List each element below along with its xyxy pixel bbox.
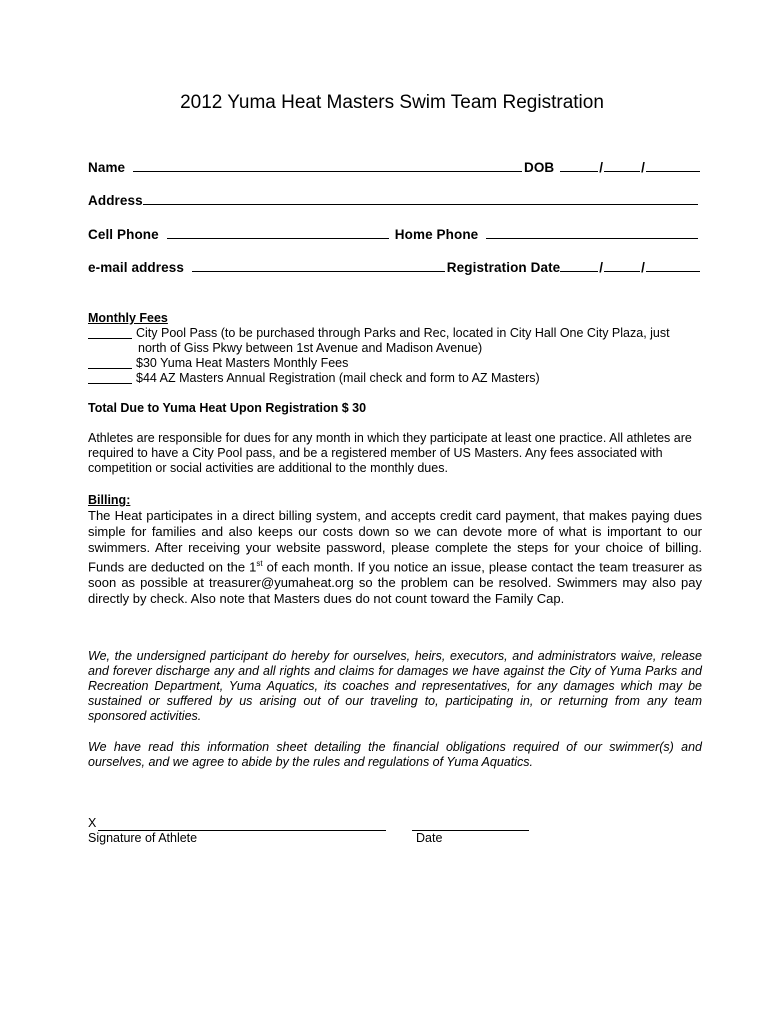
email-label: e-mail address <box>88 260 184 275</box>
name-field[interactable] <box>133 160 522 172</box>
address-label: Address <box>88 193 143 208</box>
home-phone-label: Home Phone <box>394 227 479 242</box>
dob-separator: / <box>641 160 645 175</box>
billing-text: of each month. If you notice an issue, please contact the team treasurer as soon as possible at treasurer@yumaheat.org so the problem can be resolved. Swimmers may also pay directly by check. Also note that Masters dues do not count toward the Family Cap. <box>88 559 702 607</box>
monthly-fees-heading: Monthly Fees <box>88 311 168 325</box>
agreement-paragraph: We have read this information sheet detailing the financial obligations required of our swimmer(s) and ourselves, and we agree to abide by the rules and regulations of Yuma Aquatics. <box>88 740 702 769</box>
athletes-paragraph: Athletes are responsible for dues for any month in which they participate at least one practice. All athletes are required to have a City Pool pass, and be a registered member of US Masters. Any fees associated with competition or social activities are additional to the monthly dues. <box>88 431 692 475</box>
email-regdate-row <box>88 260 700 275</box>
reg-date-separator: / <box>599 260 604 275</box>
fee-checkbox-blank[interactable] <box>88 356 132 369</box>
cell-phone-label: Cell Phone <box>88 227 159 242</box>
billing-paragraph <box>88 508 702 607</box>
dob-month-field[interactable] <box>560 160 598 172</box>
page-title: 2012 Yuma Heat Masters Swim Team Registration <box>180 92 604 113</box>
fee-item-text: $30 Yuma Heat Masters Monthly Fees <box>136 356 349 370</box>
fee-item-monthly <box>88 356 702 371</box>
billing-text: The Heat participates in a direct billing system, and accepts credit card payment, that makes paying dues simple for families and also keeps our costs down so we can devote more of what is important to our swimmers. After receiving your website password, please complete the steps for your choice of billing. Funds are deducted on the 1 <box>88 508 702 575</box>
cell-phone-field[interactable] <box>167 227 389 239</box>
fee-item-text: City Pool Pass (to be purchased through Parks and Rec, located in City Hall One City Plaza, just <box>136 326 670 340</box>
address-field[interactable] <box>143 193 698 205</box>
monthly-fees-section <box>88 311 702 386</box>
billing-heading: Billing: <box>88 493 131 507</box>
fee-item-annual <box>88 371 702 386</box>
fee-item-city-pool <box>88 326 702 341</box>
billing-section <box>88 493 702 607</box>
phone-row <box>88 227 700 242</box>
reg-date-separator: / <box>641 260 645 275</box>
signature-athlete-label: Signature of Athlete <box>88 831 198 845</box>
name-label: Name <box>88 160 126 175</box>
dob-day-field[interactable] <box>604 160 640 172</box>
reg-date-month-field[interactable] <box>560 260 598 272</box>
name-dob-row <box>88 160 700 175</box>
total-due: Total Due to Yuma Heat Upon Registration $ 30 <box>88 401 367 415</box>
registration-date-label: Registration Date <box>446 260 561 275</box>
fee-checkbox-blank[interactable] <box>88 326 132 339</box>
dob-label: DOB <box>523 160 555 175</box>
signature-x-mark: X <box>88 816 97 830</box>
billing-superscript: st <box>256 559 263 568</box>
fee-item-text-continued: north of Giss Pkwy between 1st Avenue and Madison Avenue) <box>138 341 483 355</box>
reg-date-day-field[interactable] <box>604 260 640 272</box>
fee-checkbox-blank[interactable] <box>88 371 132 384</box>
reg-date-year-field[interactable] <box>646 260 700 272</box>
email-field[interactable] <box>192 260 445 272</box>
waiver-paragraph: We, the undersigned participant do hereby for ourselves, heirs, executors, and administrators waive, release and forever discharge any and all rights and claims for damages we have against the City of Yuma Parks and Recreation Department, Yuma Aquatics, its coaches and representatives, for any damages which may be sustained or suffered by us arising out of our traveling to, participating in, or returning from any team sponsored activities. <box>88 649 702 723</box>
dob-year-field[interactable] <box>646 160 700 172</box>
signature-date-label: Date <box>416 831 443 845</box>
fee-item-text: $44 AZ Masters Annual Registration (mail check and form to AZ Masters) <box>136 371 540 385</box>
dob-separator: / <box>599 160 604 175</box>
home-phone-field[interactable] <box>486 227 698 239</box>
address-row <box>88 193 700 208</box>
